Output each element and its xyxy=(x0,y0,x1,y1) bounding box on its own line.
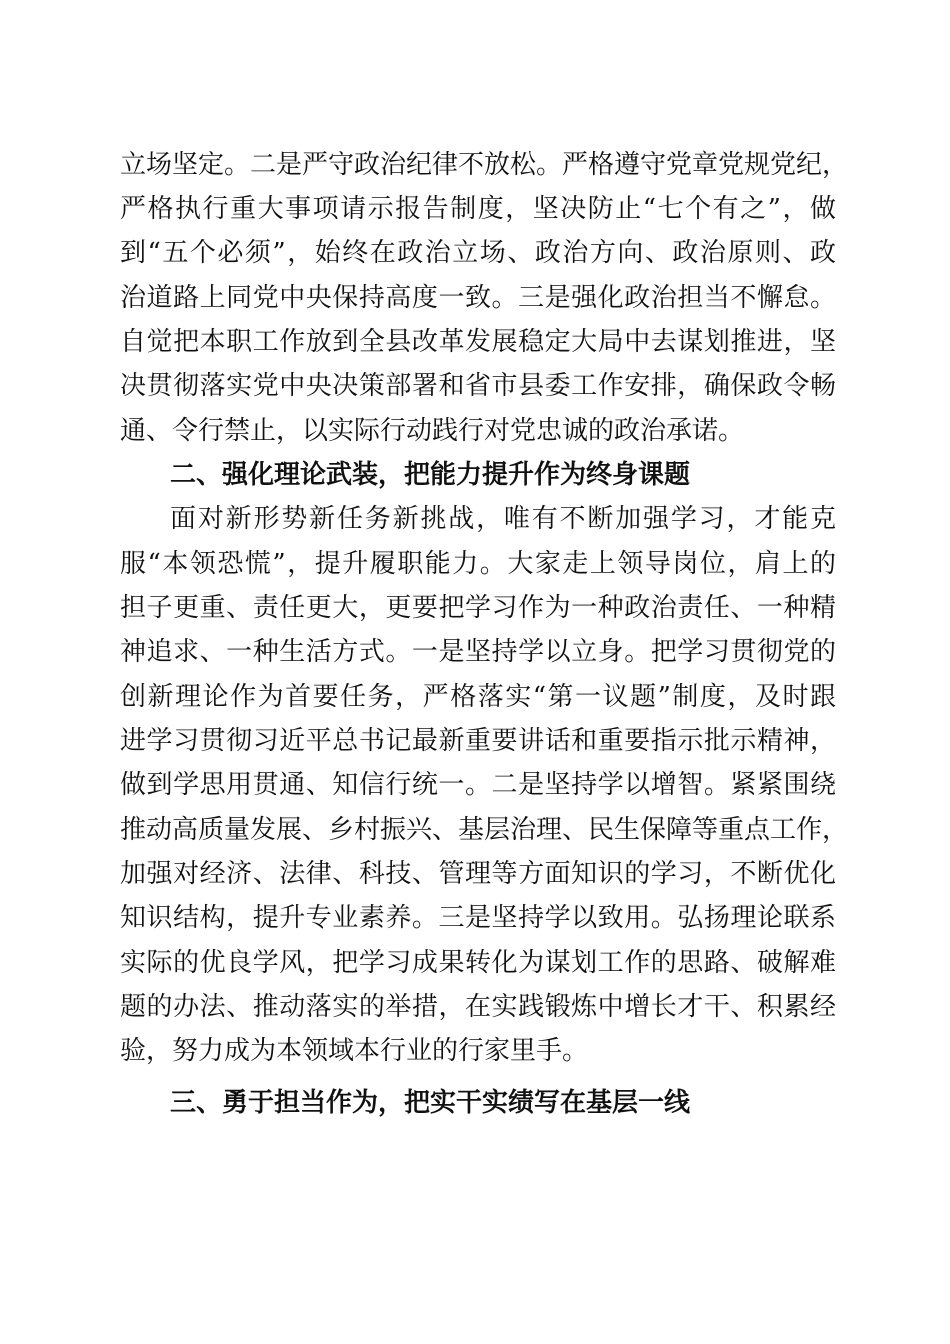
paragraph-line: 实际的优良学风，把学习成果转化为谋划工作的思路、破解难 xyxy=(120,948,836,978)
paragraph-line: 服“本领恐慌”，提升履职能力。大家走上领导岗位，肩上的 xyxy=(120,549,836,579)
section-heading: 三、勇于担当作为，把实干实绩写在基层一线 xyxy=(170,1088,691,1118)
paragraph-line: 神追求、一种生活方式。一是坚持学以立身。把学习贯彻党的 xyxy=(120,637,836,667)
paragraph-line: 加强对经济、法律、科技、管理等方面知识的学习，不断优化 xyxy=(120,859,836,889)
paragraph-line: 决贯彻落实党中央决策部署和省市县委工作安排，确保政令畅 xyxy=(120,371,836,401)
paragraph-line: 题的办法、推动落实的举措，在实践锻炼中增长才干、积累经 xyxy=(120,992,836,1022)
paragraph-line: 立场坚定。二是严守政治纪律不放松。严格遵守党章党规党纪， xyxy=(120,150,849,180)
section-heading: 二、强化理论武装，把能力提升作为终身课题 xyxy=(170,460,691,490)
paragraph-line: 推动高质量发展、乡村振兴、基层治理、民生保障等重点工作， xyxy=(120,815,849,845)
paragraph-line: 进学习贯彻习近平总书记最新重要讲话和重要指示批示精神， xyxy=(120,726,836,756)
paragraph-line: 面对新形势新任务新挑战，唯有不断加强学习，才能克 xyxy=(170,504,836,534)
paragraph-line: 严格执行重大事项请示报告制度，坚决防止“七个有之”，做 xyxy=(120,194,836,224)
paragraph-line: 自觉把本职工作放到全县改革发展稳定大局中去谋划推进，坚 xyxy=(120,327,836,357)
paragraph-line: 创新理论作为首要任务，严格落实“第一议题”制度，及时跟 xyxy=(120,682,836,712)
paragraph-line: 担子更重、责任更大，更要把学习作为一种政治责任、一种精 xyxy=(120,593,836,623)
paragraph-line: 验，努力成为本领域本行业的行家里手。 xyxy=(120,1036,589,1066)
paragraph-line: 到“五个必须”，始终在政治立场、政治方向、政治原则、政 xyxy=(120,238,836,268)
paragraph-line: 做到学思用贯通、知信行统一。二是坚持学以增智。紧紧围绕 xyxy=(120,770,836,800)
paragraph-line: 通、令行禁止，以实际行动践行对党忠诚的政治承诺。 xyxy=(120,416,745,446)
paragraph-line: 知识结构，提升专业素养。三是坚持学以致用。弘扬理论联系 xyxy=(120,903,836,933)
paragraph-line: 治道路上同党中央保持高度一致。三是强化政治担当不懈怠。 xyxy=(120,283,836,313)
